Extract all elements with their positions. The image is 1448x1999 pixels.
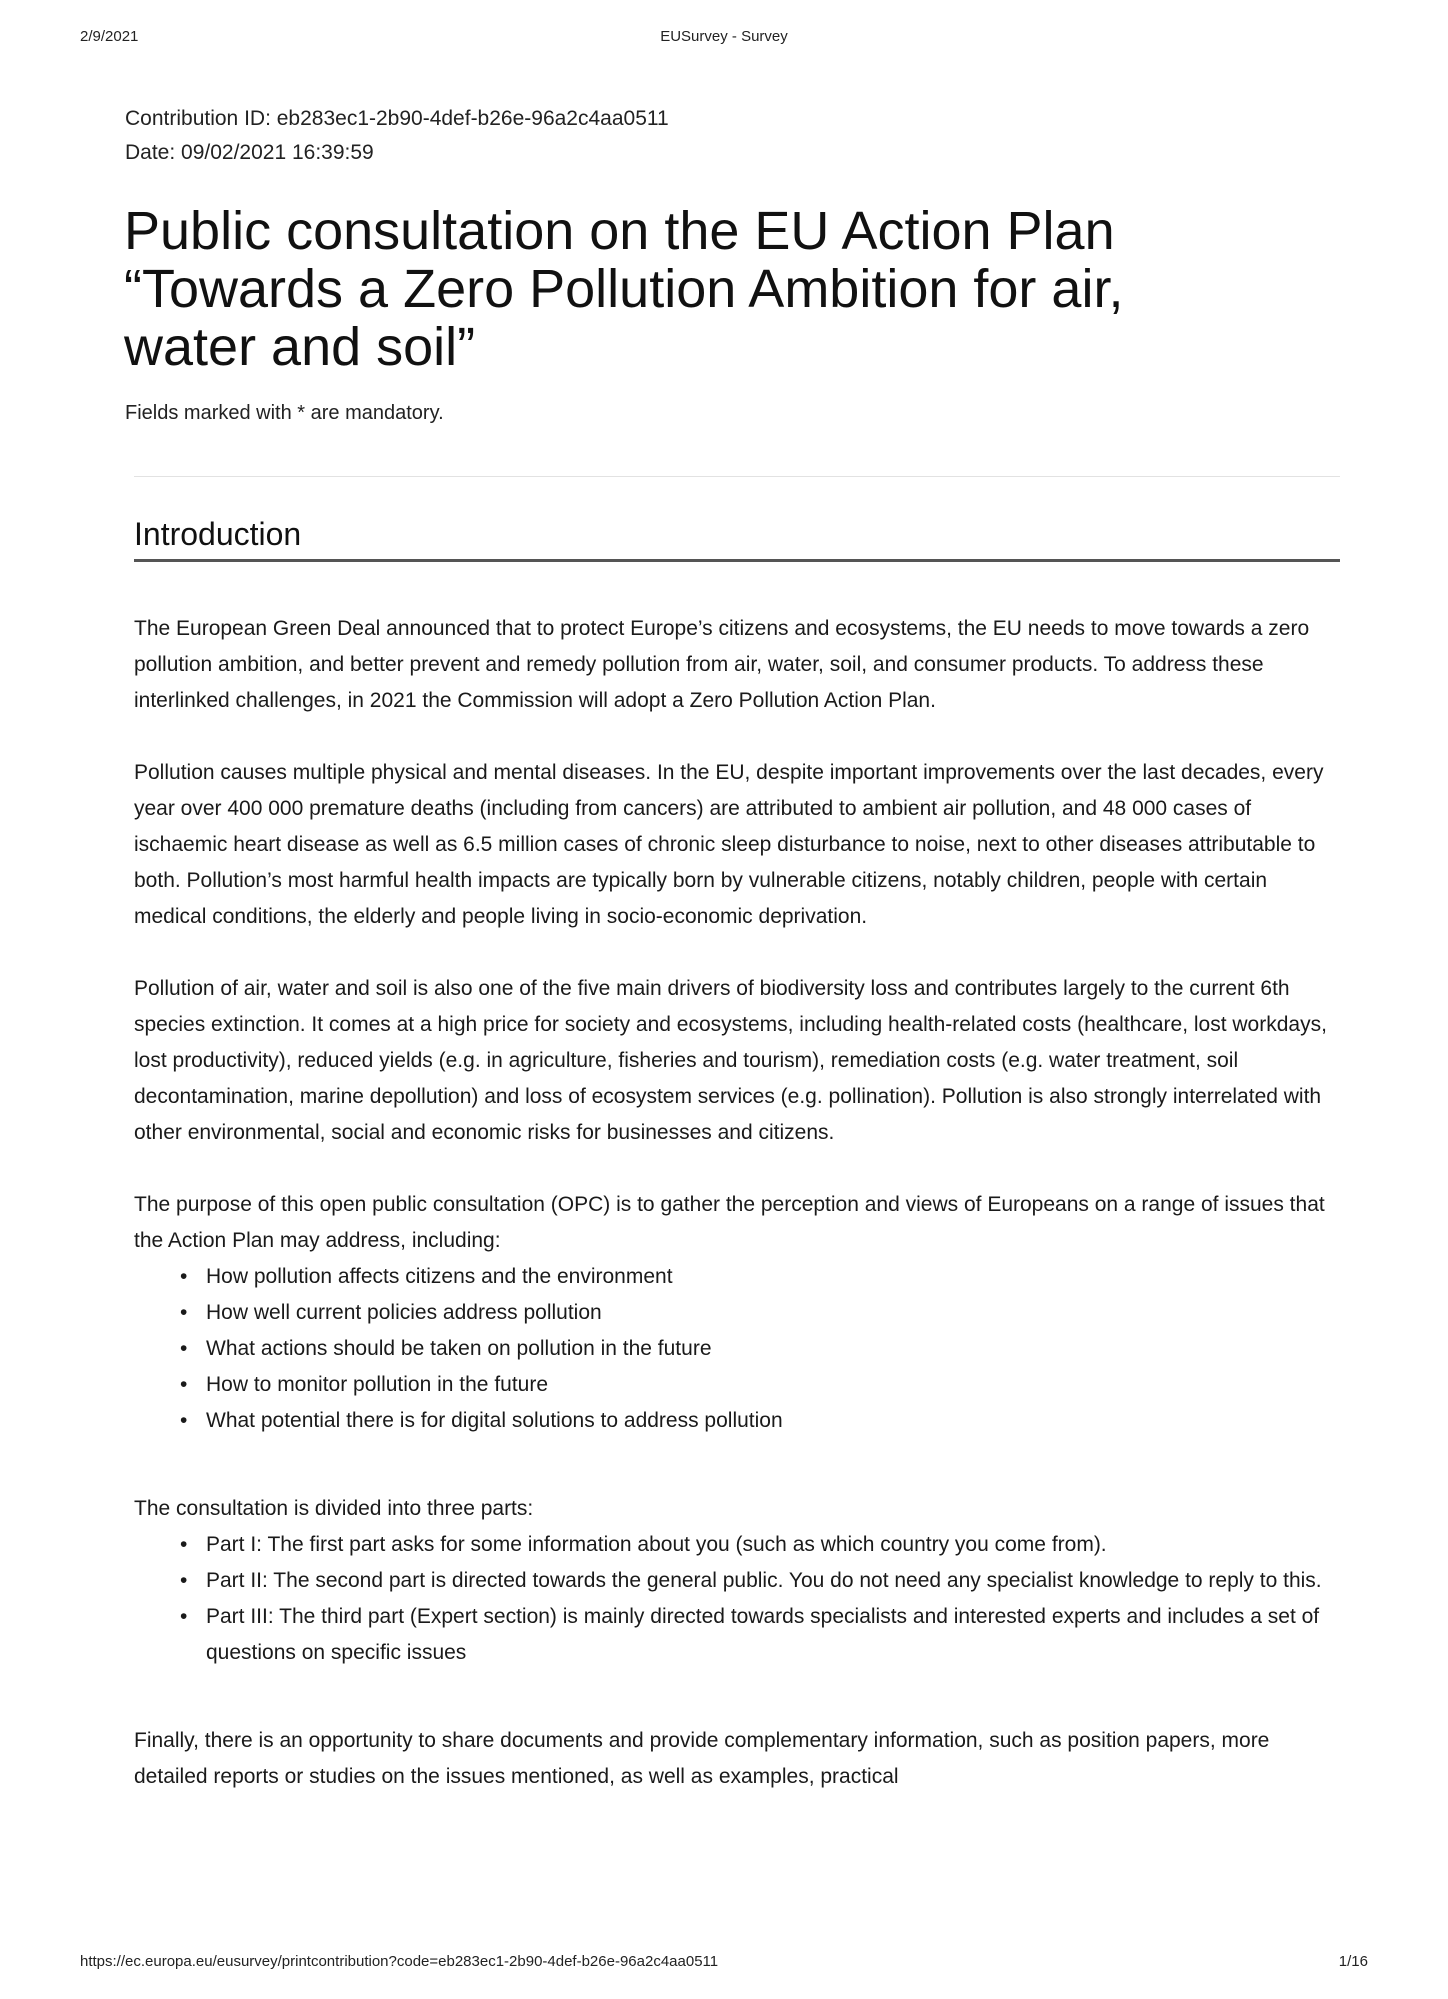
introduction-heading: Introduction — [134, 516, 1340, 562]
intro-paragraph: Pollution causes multiple physical and mental diseases. In the EU, despite important improvements over the last decades, every year over 400 000 premature deaths (including from cancers) are attributed to ambient air pollution, and 48 000 cases of ischaemic heart disease as well as 6.5 million cases of chronic sleep disturbance to noise, next to other diseases attributable to both. Pollution’s most harmful health impacts are typically born by vulnerable citizens, notably children, people with certain medical conditions, the elderly and people living in socio-economic deprivation. — [134, 761, 1324, 928]
list-item: • Part III: The third part (Expert section) is mainly directed towards specialists and interested experts and includes a set of questions on specific issues — [206, 1599, 1344, 1671]
list-item: • How pollution affects citizens and the environment — [206, 1259, 1344, 1295]
print-url: https://ec.europa.eu/eusurvey/printcontribution?code=eb283ec1-2b90-4def-b26e-96a2c4aa0511 — [80, 1953, 719, 1970]
list-item: • Part II: The second part is directed towards the general public. You do not need any specialist knowledge to reply to this. — [206, 1563, 1344, 1599]
print-header — [80, 28, 1368, 52]
list-item: • Part I: The first part asks for some information about you (such as which country you come from). — [206, 1527, 1344, 1563]
page-number: 1/16 — [1338, 1953, 1368, 1970]
intro-paragraph: The purpose of this open public consultation (OPC) is to gather the perception and views of Europeans on a range of issues that the Action Plan may address, including: — [134, 1193, 1325, 1252]
print-page-title: EUSurvey - Survey — [660, 28, 788, 45]
list-item: • What actions should be taken on pollution in the future — [206, 1331, 1344, 1367]
print-date: 2/9/2021 — [80, 28, 139, 45]
introduction-content — [134, 611, 1344, 1795]
list-item: • How to monitor pollution in the future — [206, 1367, 1344, 1403]
contribution-id: Contribution ID: eb283ec1-2b90-4def-b26e-96a2c4aa0511 — [125, 107, 669, 130]
list-item: • What potential there is for digital solutions to address pollution — [206, 1403, 1344, 1439]
intro-paragraph: The European Green Deal announced that to protect Europe’s citizens and ecosystems, the EU needs to move towards a zero pollution ambition, and better prevent and remedy pollution from air, water, soil, and consumer products. To address these interlinked challenges, in 2021 the Commission will adopt a Zero Pollution Action Plan. — [134, 617, 1310, 712]
contribution-meta — [125, 102, 669, 170]
mandatory-fields-note: Fields marked with * are mandatory. — [125, 402, 444, 424]
list-item: • How well current policies address pollution — [206, 1295, 1344, 1331]
section-divider — [134, 476, 1340, 477]
document-title: Public consultation on the EU Action Plan “Towards a Zero Pollution Ambition for air, water and soil” — [124, 201, 1124, 377]
print-footer — [80, 1953, 1368, 1970]
intro-paragraph: The consultation is divided into three parts: — [134, 1497, 534, 1520]
issues-list — [134, 1259, 1344, 1439]
parts-list — [134, 1527, 1344, 1671]
intro-paragraph: Finally, there is an opportunity to share documents and provide complementary information, such as position papers, more detailed reports or studies on the issues mentioned, as well as examples, practical — [134, 1729, 1270, 1788]
intro-paragraph: Pollution of air, water and soil is also one of the five main drivers of biodiversity loss and contributes largely to the current 6th species extinction. It comes at a high price for society and ecosystems, including health-related costs (healthcare, lost workdays, lost productivity), reduced yields (e.g. in agriculture, fisheries and tourism), remediation costs (e.g. water treatment, soil decontamination, marine depollution) and loss of ecosystem services (e.g. pollination). Pollution is also strongly interrelated with other environmental, social and economic risks for businesses and citizens. — [134, 977, 1327, 1144]
contribution-date: Date: 09/02/2021 16:39:59 — [125, 141, 374, 164]
